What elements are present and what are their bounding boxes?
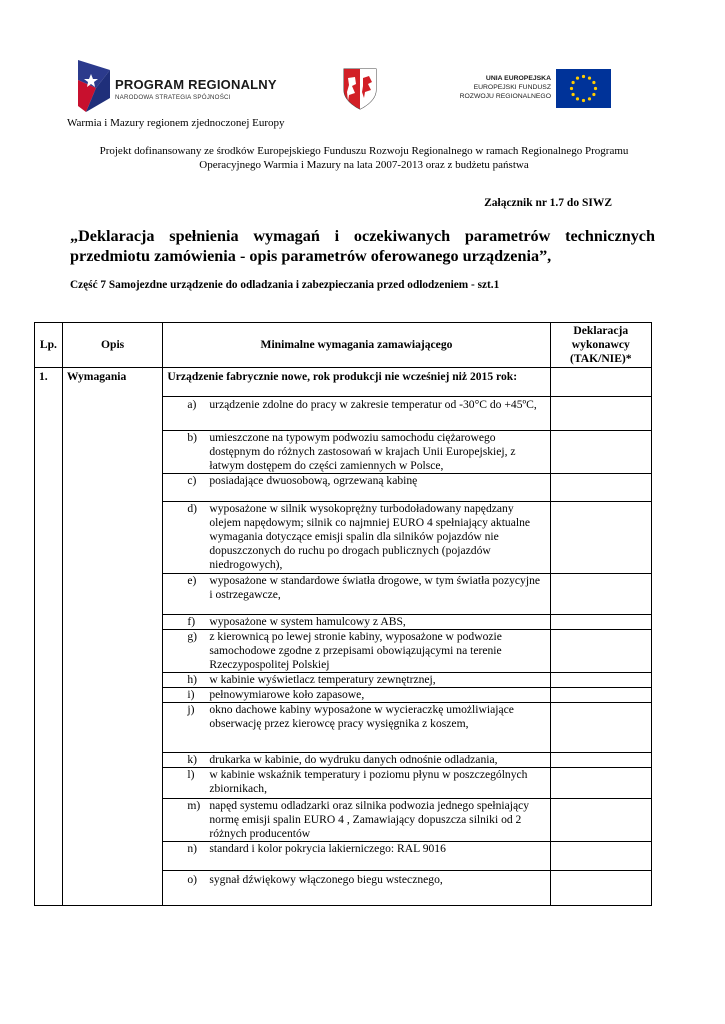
item-text: napęd systemu odladzarki oraz silnika podwozia jednego spełniający normę emisji spalin EURO 4 , Zamawiający dopuszcza silniki od 2 różnych producentów	[209, 799, 530, 840]
project-line-1: Projekt dofinansowany ze środków Europejskiego Funduszu Rozwoju Regionalnego w ramach Regionalnego Programu	[99, 145, 629, 157]
eu-star-icon	[572, 81, 575, 84]
eu-star-icon	[582, 75, 585, 78]
document-title: „Deklaracja spełnienia wymagań i oczekiwanych parametrów technicznych przedmiotu zamówienia - opis parametrów oferowanego urządzenia”,	[70, 227, 655, 265]
eu-star-icon	[592, 93, 595, 96]
eu-star-icon	[582, 99, 585, 102]
item-letter: g)	[187, 630, 198, 643]
requirement-item-g	[163, 630, 550, 673]
item-letter: f)	[187, 615, 196, 628]
declaration-cell[interactable]	[550, 630, 651, 673]
item-text: posiadające dwuosobową, ogrzewaną kabinę	[209, 474, 418, 487]
table-row	[35, 368, 652, 397]
declaration-cell[interactable]	[550, 871, 651, 906]
item-text: okno dachowe kabiny wyposażone w wycieraczkę umożliwiające obserwację przez kierowcę pracy wysięgnika z koszem,	[209, 703, 514, 730]
item-letter: h)	[187, 673, 198, 686]
eu-line-3: ROZWOJU REGIONALNEGO	[459, 93, 551, 100]
requirement-item-n	[163, 842, 550, 871]
item-text: drukarka w kabinie, do wydruku danych odnośnie odladzania,	[209, 753, 498, 766]
requirement-item-a	[163, 397, 550, 431]
item-text: z kierownicą po lewej stronie kabiny, wyposażone w podwozie samochodowe zgodne z przepisami obowiązującymi na terenie Rzeczypospolitej Polskiej	[209, 630, 502, 671]
item-letter: o)	[187, 873, 198, 886]
declaration-cell[interactable]	[550, 397, 651, 431]
item-letter: n)	[187, 842, 198, 855]
item-letter: k)	[187, 753, 198, 766]
project-funding-note	[70, 144, 658, 172]
program-regionalny-logo	[74, 58, 114, 114]
item-text: w kabinie wyświetlacz temperatury zewnętrznej,	[209, 673, 436, 686]
item-letter: c)	[187, 474, 197, 487]
item-text: wyposażone w silnik wysokoprężny turbodoładowany napędzany olejem napędowym; silnik co najmniej EURO 4 spełniający aktualne wymagania dotyczące emisji spalin dla silników pojazdów nie dopuszczonych do ruchu po drogach publicznych (pojazdów niedrogowych),	[209, 502, 531, 571]
project-line-2: Operacyjnego Warmia i Mazury na lata 2007-2013 oraz z budżetu państwa	[199, 159, 529, 171]
item-letter: l)	[187, 768, 195, 781]
header-opis: Opis	[62, 323, 163, 368]
part-label: Część 7 Samojezdne urządzenie do odladzania i zabezpieczania przed odlodzeniem - szt.1	[70, 279, 500, 291]
declaration-cell[interactable]	[550, 502, 651, 574]
eu-star-icon	[592, 81, 595, 84]
requirement-item-l	[163, 768, 550, 799]
requirement-item-m	[163, 799, 550, 842]
eu-star-icon	[588, 97, 591, 100]
requirement-item-b	[163, 431, 550, 474]
header-lp: Lp.	[35, 323, 63, 368]
requirement-item-c	[163, 474, 550, 502]
item-letter: e)	[187, 574, 197, 587]
annex-label: Załącznik nr 1.7 do SIWZ	[484, 197, 612, 209]
declaration-cell[interactable]	[550, 703, 651, 753]
eu-fund-text	[456, 74, 551, 101]
eu-line-2: EUROPEJSKI FUNDUSZ	[473, 84, 551, 91]
item-letter: b)	[187, 431, 198, 444]
declaration-cell[interactable]	[550, 615, 651, 630]
table-header-row	[35, 323, 652, 368]
eu-star-icon	[594, 87, 597, 90]
declaration-cell[interactable]	[550, 753, 651, 768]
requirements-intro: Urządzenie fabrycznie nowe, rok produkcji nie wcześniej niż 2015 rok:	[163, 368, 550, 397]
item-letter: i)	[187, 688, 195, 701]
eu-star-icon	[576, 77, 579, 80]
declaration-cell[interactable]	[550, 688, 651, 703]
item-letter: m)	[187, 799, 201, 812]
eu-line-1: UNIA EUROPEJSKA	[485, 75, 551, 82]
eu-star-icon	[570, 87, 573, 90]
program-title: PROGRAM REGIONALNY	[115, 77, 277, 92]
item-letter: j)	[187, 703, 195, 716]
requirement-item-k	[163, 753, 550, 768]
item-text: wyposażone w standardowe światła drogowe, w tym światła pozycyjne i ostrzegawcze,	[209, 574, 541, 601]
item-text: umieszczone na typowym podwoziu samochodu ciężarowego dostępnym do różnych zastosowań w krajach Unii Europejskiej, z łatwym dostępem do części zamiennych w Polsce,	[209, 431, 516, 472]
item-text: sygnał dźwiękowy włączonego biegu wstecznego,	[209, 873, 443, 886]
declaration-cell[interactable]	[550, 842, 651, 871]
declaration-cell[interactable]	[550, 474, 651, 502]
item-letter: d)	[187, 502, 198, 515]
header-declaration: Deklaracja wykonawcy (TAK/NIE)*	[550, 323, 651, 368]
tagline: Warmia i Mazury regionem zjednoczonej Europy	[67, 117, 285, 129]
declaration-cell[interactable]	[550, 368, 651, 397]
eu-flag	[556, 69, 611, 108]
row-number: 1.	[35, 368, 63, 906]
declaration-cell[interactable]	[550, 768, 651, 799]
row-label: Wymagania	[62, 368, 163, 906]
eu-star-icon	[572, 93, 575, 96]
requirement-item-e	[163, 574, 550, 615]
item-text: w kabinie wskaźnik temperatury i poziomu płynu w poszczególnych zbiornikach,	[209, 768, 528, 795]
item-text: wyposażone w system hamulcowy z ABS,	[209, 615, 406, 628]
eu-star-icon	[588, 77, 591, 80]
coat-of-arms	[343, 68, 377, 110]
requirement-item-f	[163, 615, 550, 630]
requirement-item-h	[163, 673, 550, 688]
item-letter: a)	[187, 398, 197, 411]
declaration-cell[interactable]	[550, 431, 651, 474]
program-subtitle: NARODOWA STRATEGIA SPÓJNOŚCI	[115, 94, 231, 101]
requirements-table	[34, 322, 652, 906]
item-text: urządzenie zdolne do pracy w zakresie temperatur od -30°C do +45ºC,	[209, 398, 537, 411]
declaration-cell[interactable]	[550, 799, 651, 842]
requirement-item-i	[163, 688, 550, 703]
requirement-item-d	[163, 502, 550, 574]
eu-star-icon	[576, 97, 579, 100]
requirement-item-j	[163, 703, 550, 753]
declaration-cell[interactable]	[550, 673, 651, 688]
declaration-cell[interactable]	[550, 574, 651, 615]
item-text: pełnowymiarowe koło zapasowe,	[209, 688, 365, 701]
item-text: standard i kolor pokrycia lakierniczego: RAL 9016	[209, 842, 446, 855]
requirement-item-o	[163, 871, 550, 906]
header-requirements: Minimalne wymagania zamawiającego	[163, 323, 550, 368]
